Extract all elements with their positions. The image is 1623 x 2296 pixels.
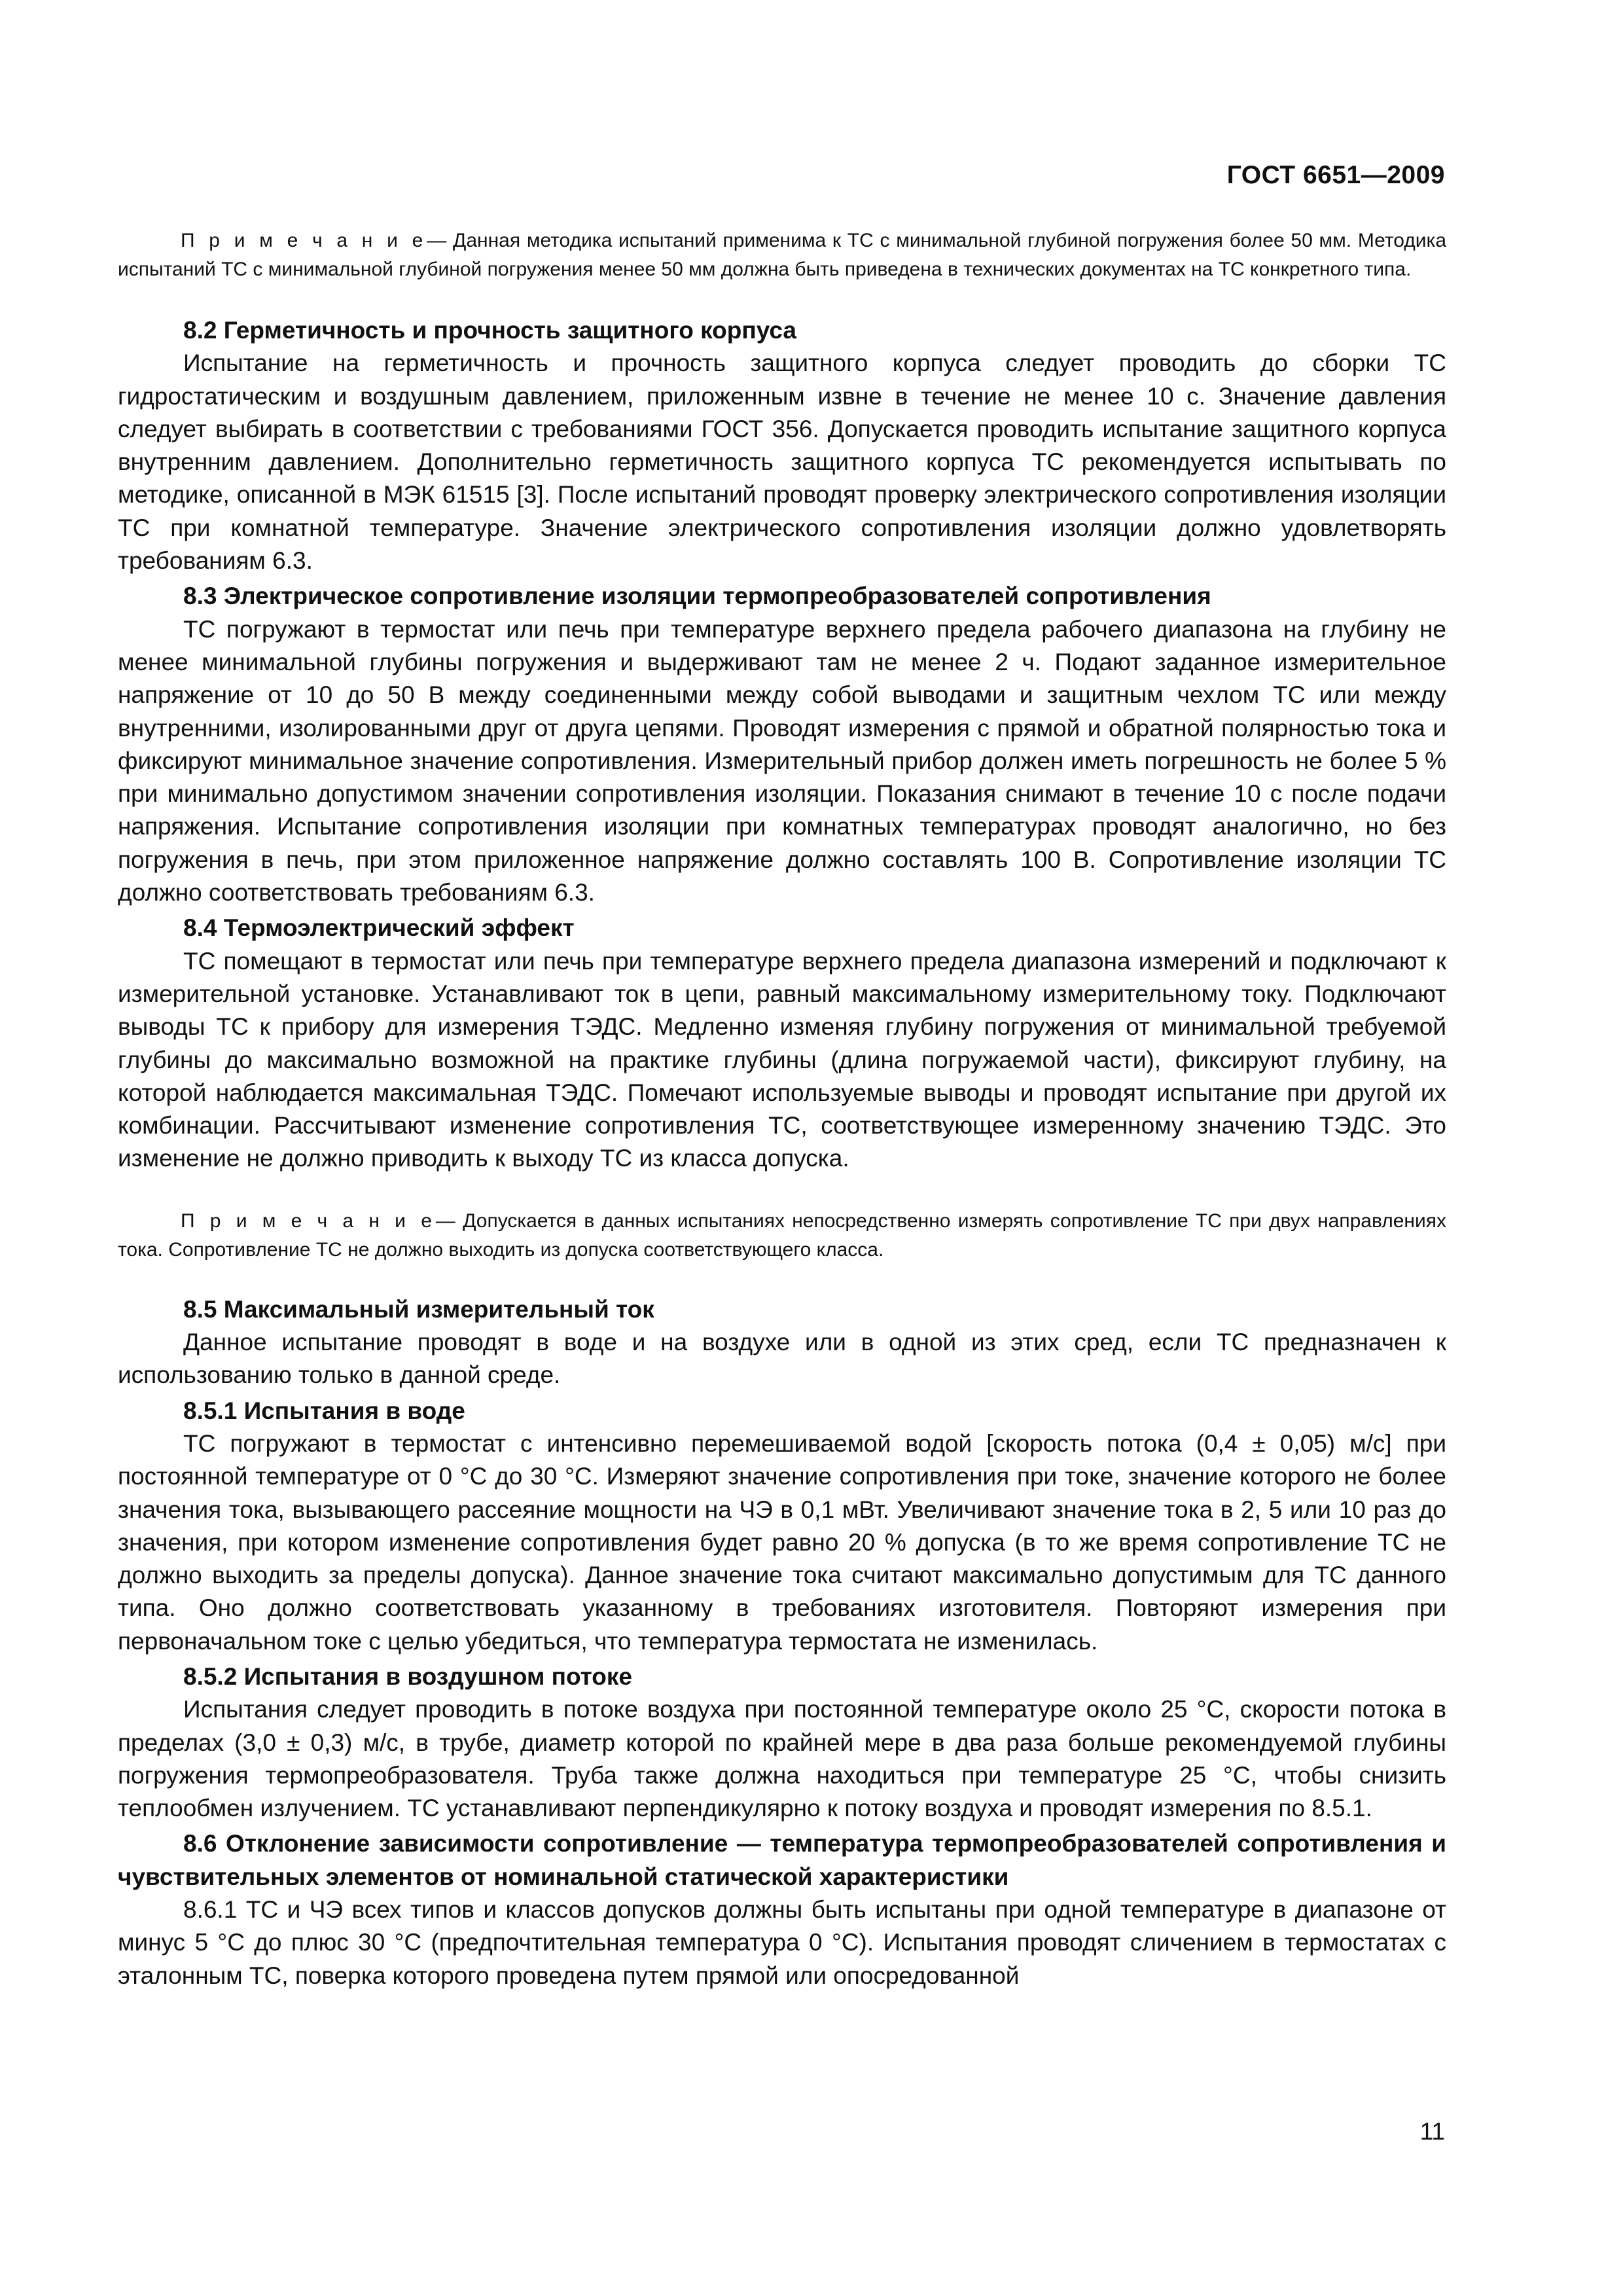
note-2-label: П р и м е ч а н и е [181, 1210, 436, 1232]
section-8-3-heading: 8.3 Электрическое сопротивление изоляции термопреобразователей сопротивления [183, 583, 1211, 610]
note-1 [118, 226, 1446, 284]
section-8-4-text: ТС помещают в термостат или печь при температуре верхнего предела диапазона измерений и подключают к измерительной установке. Устанавливают ток в цепи, равный максимальному измерительному току. Подключают выводы ТС к прибору для измерения ТЭДС. Медленно изменяя глубину погружения от минимальной требуемой глубины до максимально возможной на практике глубины (длина погружаемой части), фиксируют глубину, на которой наблюдается максимальная ТЭДС. Помечают используемые выводы и проводят испытание при другой их комбинации. Рассчитывают изменение сопротивления ТС, соответствующее измеренному значению ТЭДС. Это изменение не должно приводить к выходу ТС из класса допуска. [118, 947, 1446, 1172]
note-1-label: П р и м е ч а н и е [181, 230, 427, 251]
section-8-2-text: Испытание на герметичность и прочность защитного корпуса следует проводить до сборки ТС гидростатическим и воздушным давлением, приложенным извне в течение не менее 10 с. Значение давления следует выбирать в соответствии с требованиями ГОСТ 356. Допускается проводить испытание защитного корпуса внутренним давлением. Дополнительно герметичность защитного корпуса ТС рекомендуется испытывать по методике, описанной в МЭК 61515 [3]. После испытаний проводят проверку электрического сопротивления изоляции ТС при комнатной температуре. Значение электрического сопротивления изоляции должно удовлетворять требованиям 6.3. [118, 350, 1446, 575]
section-8-3-text: ТС погружают в термостат или печь при температуре верхнего предела рабочего диапазона на глубину не менее минимальной глубины погружения и выдерживают там не менее 2 ч. Подают заданное измерительное напряжение от 10 до 50 В между соединенными между собой выводами и защитным чехлом ТС или между внутренними, изолированными друг от друга цепями. Проводят измерения с прямой и обратной полярностью тока и фиксируют минимальное значение сопротивления. Измерительный прибор должен иметь погрешность не более 5 % при минимально допустимом значении сопротивления изоляции. Показания снимают в течение 10 с после подачи напряжения. Испытание сопротивления изоляции при комнатных температурах проводят аналогично, но без погружения в печь, при этом приложенное напряжение должно составлять 100 В. Сопротивление изоляции ТС должно соответствовать требованиям 6.3. [118, 615, 1446, 906]
section-8-4-heading: 8.4 Термоэлектрический эффект [183, 914, 575, 942]
standard-number: ГОСТ 6651—2009 [1226, 161, 1445, 189]
section-8-2-heading: 8.2 Герметичность и прочность защитного корпуса [183, 317, 796, 344]
page-content [118, 226, 1446, 1992]
section-8-5-heading: 8.5 Максимальный измерительный ток [183, 1295, 654, 1323]
section-8-6-text: 8.6.1 ТС и ЧЭ всех типов и классов допусков должны быть испытаны при одной температуре в диапазоне от минус 5 °С до плюс 30 °С (предпочтительная температура 0 °С). Испытания проводят сличением в термостатах с эталонным ТС, поверка которого проведена путем прямой или опосредованной [118, 1896, 1446, 1989]
section-8-5-2-text: Испытания следует проводить в потоке воздуха при постоянной температуре около 25 °С, скорости потока в пределах (3,0 ± 0,3) м/с, в трубе, диаметр которой по крайней мере в два раза больше рекомендуемой глубины погружения термопреобразователя. Труба также должна находиться при температуре 25 °С, чтобы снизить теплообмен излучением. ТС устанавливают перпендикулярно к потоку воздуха и проводят измерения по 8.5.1. [118, 1696, 1446, 1822]
section-8-5-1-heading: 8.5.1 Испытания в воде [183, 1397, 465, 1424]
section-8-5-1-text: ТС погружают в термостат с интенсивно перемешиваемой водой [скорость потока (0,4 ± 0,05) м/с] при постоянной температуре от 0 °С до 30 °С. Измеряют значение сопротивления при токе, значение которого не более значения тока, вызывающего рассеяние мощности на ЧЭ в 0,1 мВт. Увеличивают значение тока в 2, 5 или 10 раз до значения, при котором изменение сопротивления будет равно 20 % допуска (в то же время сопротивление ТС не должно выходить за пределы допуска). Данное значение тока считают максимально допустимым для ТС данного типа. Оно должно соответствовать указанному в требованиях изготовителя. Повторяют измерения при первоначальном токе с целью убедиться, что температура термостата не изменилась. [118, 1429, 1446, 1655]
section-8-6-heading: 8.6 Отклонение зависимости сопротивление — температура термопреобразователей сопротивления и чувствительных элементов от номинальной статической характеристики [118, 1830, 1446, 1890]
section-8-5-2-heading: 8.5.2 Испытания в воздушном потоке [183, 1662, 632, 1690]
page-number: 11 [1419, 2118, 1445, 2145]
note-2-text: — Допускается в данных испытаниях непосредственно измерять сопротивление ТС при двух направлениях тока. Сопротивление ТС не должно выходить из допуска соответствующего класса. [118, 1210, 1446, 1261]
note-1-text: — Данная методика испытаний применима к ТС с минимальной глубиной погружения более 50 мм. Методика испытаний ТС с минимальной глубиной погружения менее 50 мм должна быть приведена в технических документах на ТС конкретного типа. [118, 230, 1446, 280]
section-8-5-text: Данное испытание проводят в воде и на воздухе или в одной из этих сред, если ТС предназначен к использованию только в данной среде. [118, 1329, 1446, 1389]
note-2 [118, 1207, 1446, 1265]
